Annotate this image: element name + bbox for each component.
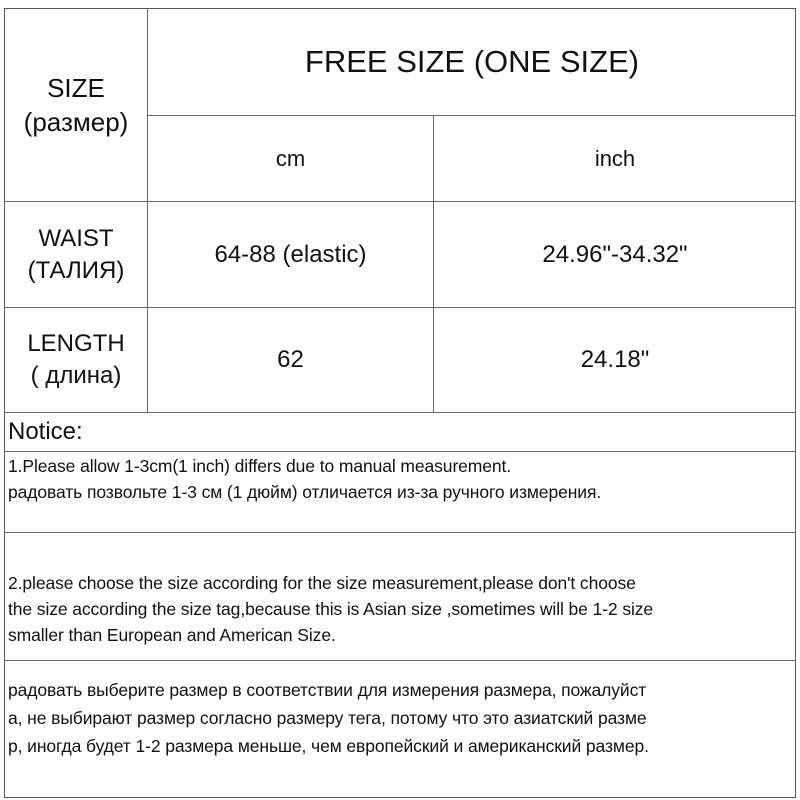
divider-notice-3	[4, 660, 796, 661]
col-cm-label: cm	[275, 145, 306, 171]
notice-title: Notice:	[8, 418, 83, 445]
divider-table-bottom	[4, 412, 796, 413]
notice-line-7: а, не выбирают размер согласно размеру тега, потому что это азиатский разме	[8, 708, 647, 728]
waist-cm-cell	[148, 202, 433, 307]
notice-line-6: радовать выберите размер в соответствии для измерения размера, пожалуйст	[8, 680, 647, 700]
divider-notice-1	[4, 451, 796, 452]
header-title: FREE SIZE (ONE SIZE)	[304, 44, 640, 79]
waist-label: WAIST	[38, 224, 114, 252]
notice-line-2: радовать позвольте 1-3 см (1 дюйм) отличается из-за ручного измерения.	[8, 482, 602, 502]
size-label: SIZE	[47, 73, 105, 103]
length-label-ru: ( длина)	[30, 362, 122, 389]
length-label-cell	[5, 308, 147, 412]
notice-line-4: the size according the size tag,because this is Asian size ,sometimes will be 1-2 size	[8, 599, 654, 619]
divider-notice-2	[4, 532, 796, 533]
header-title-cell	[148, 9, 796, 115]
col-cm-cell	[148, 116, 433, 201]
col-inch-cell	[434, 116, 796, 201]
size-label-ru: (размер)	[23, 107, 129, 137]
size-label-cell	[5, 9, 147, 201]
waist-cm-value: 64-88 (elastic)	[214, 240, 367, 268]
length-cm-cell	[148, 308, 433, 412]
waist-label-ru: (ТАЛИЯ)	[27, 256, 125, 284]
notice-line-3: 2.please choose the size according for the size measurement,please don't choose	[8, 573, 636, 593]
length-cm-value: 62	[277, 346, 304, 373]
length-inch-value: 24.18"	[580, 346, 650, 373]
length-label: LENGTH	[27, 330, 125, 357]
length-inch-cell	[434, 308, 796, 412]
notice-line-8: р, иногда будет 1-2 размера меньше, чем европейский и американский размер.	[8, 736, 649, 756]
col-inch-label: inch	[594, 145, 636, 171]
notice-line-1: 1.Please allow 1-3cm(1 inch) differs due to manual measurement.	[8, 456, 512, 476]
waist-inch-value: 24.96"-34.32"	[542, 240, 688, 268]
notice-line-5: smaller than European and American Size.	[8, 625, 336, 645]
waist-label-cell	[5, 202, 147, 307]
waist-inch-cell	[434, 202, 796, 307]
